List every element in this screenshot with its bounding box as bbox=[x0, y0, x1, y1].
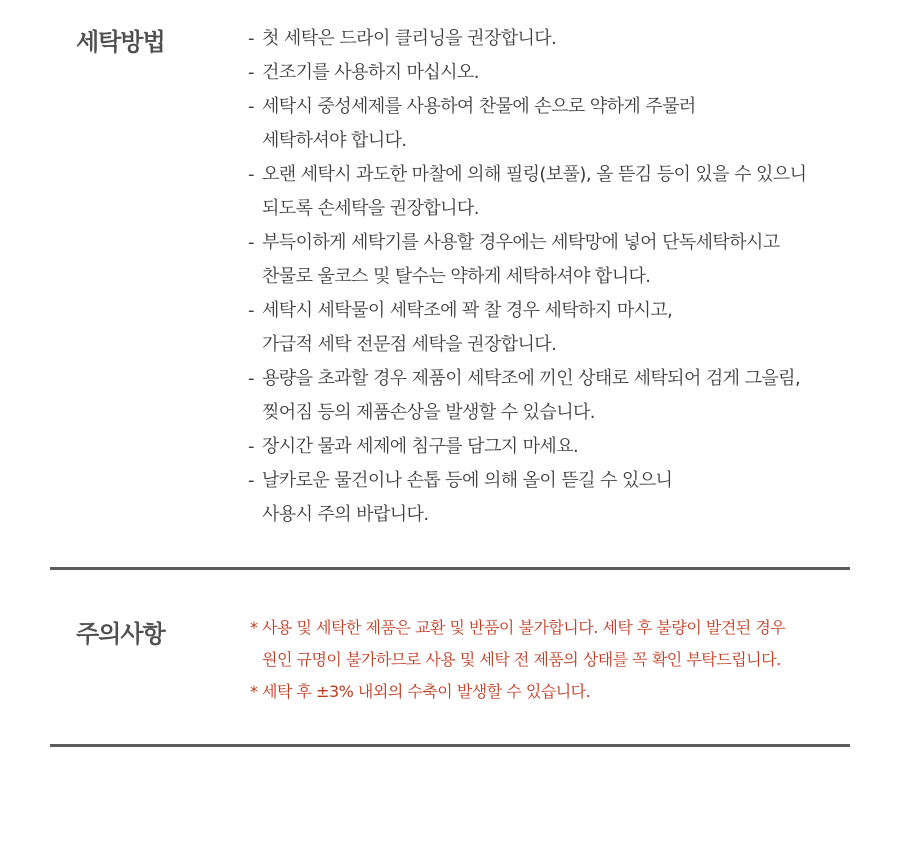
list-item-text: 사용시 주의 바랍니다. bbox=[262, 504, 429, 525]
bullet-dash: - bbox=[248, 232, 254, 253]
list-item-text: 부득이하게 세탁기를 사용할 경우에는 세탁망에 넣어 단독세탁하시고 bbox=[262, 232, 780, 253]
list-item-text: 세탁시 세탁물이 세탁조에 꽉 찰 경우 세탁하지 마시고, bbox=[262, 300, 673, 321]
section-divider bbox=[50, 744, 850, 747]
caution-text: 원인 규명이 불가하므로 사용 및 세탁 전 제품의 상태를 꼭 확인 부탁드립니다. bbox=[262, 650, 781, 669]
bullet-dash: - bbox=[248, 436, 254, 457]
bullet-dash: - bbox=[248, 300, 254, 321]
caution-heading: 주의사항 bbox=[76, 620, 165, 648]
list-item-text: 세탁시 중성세제를 사용하여 찬물에 손으로 약하게 주물러 bbox=[262, 96, 696, 117]
list-item-text: 용량을 초과할 경우 제품이 세탁조에 끼인 상태로 세탁되어 검게 그을림, bbox=[262, 368, 801, 389]
bullet-asterisk: * bbox=[250, 618, 258, 637]
list-item-text: 되도록 손세탁을 권장합니다. bbox=[262, 198, 479, 219]
caution-list bbox=[250, 612, 850, 708]
list-item bbox=[248, 430, 848, 464]
list-item bbox=[248, 90, 848, 158]
list-item-text: 첫 세탁은 드라이 클리닝을 권장합니다. bbox=[262, 28, 557, 49]
bullet-dash: - bbox=[248, 164, 254, 185]
list-item-text: 날카로운 물건이나 손톱 등에 의해 올이 뜯길 수 있으니 bbox=[262, 470, 673, 491]
list-item bbox=[248, 226, 848, 294]
list-item bbox=[250, 676, 850, 708]
bullet-dash: - bbox=[248, 368, 254, 389]
bullet-dash: - bbox=[248, 28, 254, 49]
list-item-text: 건조기를 사용하지 마십시오. bbox=[262, 62, 479, 83]
list-item-text: 찢어짐 등의 제품손상을 발생할 수 있습니다. bbox=[262, 402, 595, 423]
list-item bbox=[248, 22, 848, 56]
washing-method-heading: 세탁방법 bbox=[76, 28, 165, 56]
list-item-text: 가급적 세탁 전문점 세탁을 권장합니다. bbox=[262, 334, 557, 355]
bullet-dash: - bbox=[248, 96, 254, 117]
section-divider bbox=[50, 567, 850, 570]
list-item bbox=[248, 464, 848, 532]
list-item bbox=[250, 612, 850, 676]
bullet-dash: - bbox=[248, 470, 254, 491]
caution-text: 세탁 후 ±3% 내외의 수축이 발생할 수 있습니다. bbox=[262, 682, 591, 701]
washing-method-list bbox=[248, 22, 848, 532]
list-item-text: 세탁하셔야 합니다. bbox=[262, 130, 407, 151]
caution-text: 사용 및 세탁한 제품은 교환 및 반품이 불가합니다. 세탁 후 불량이 발견된 경우 bbox=[262, 618, 786, 637]
list-item bbox=[248, 362, 848, 430]
list-item bbox=[248, 294, 848, 362]
list-item bbox=[248, 56, 848, 90]
list-item-text: 오랜 세탁시 과도한 마찰에 의해 필링(보풀), 올 뜯김 등이 있을 수 있으니 bbox=[262, 164, 807, 185]
list-item-text: 장시간 물과 세제에 침구를 담그지 마세요. bbox=[262, 436, 579, 457]
list-item-text: 찬물로 울코스 및 탈수는 약하게 세탁하셔야 합니다. bbox=[262, 266, 651, 287]
bullet-asterisk: * bbox=[250, 682, 258, 701]
bullet-dash: - bbox=[248, 62, 254, 83]
list-item bbox=[248, 158, 848, 226]
